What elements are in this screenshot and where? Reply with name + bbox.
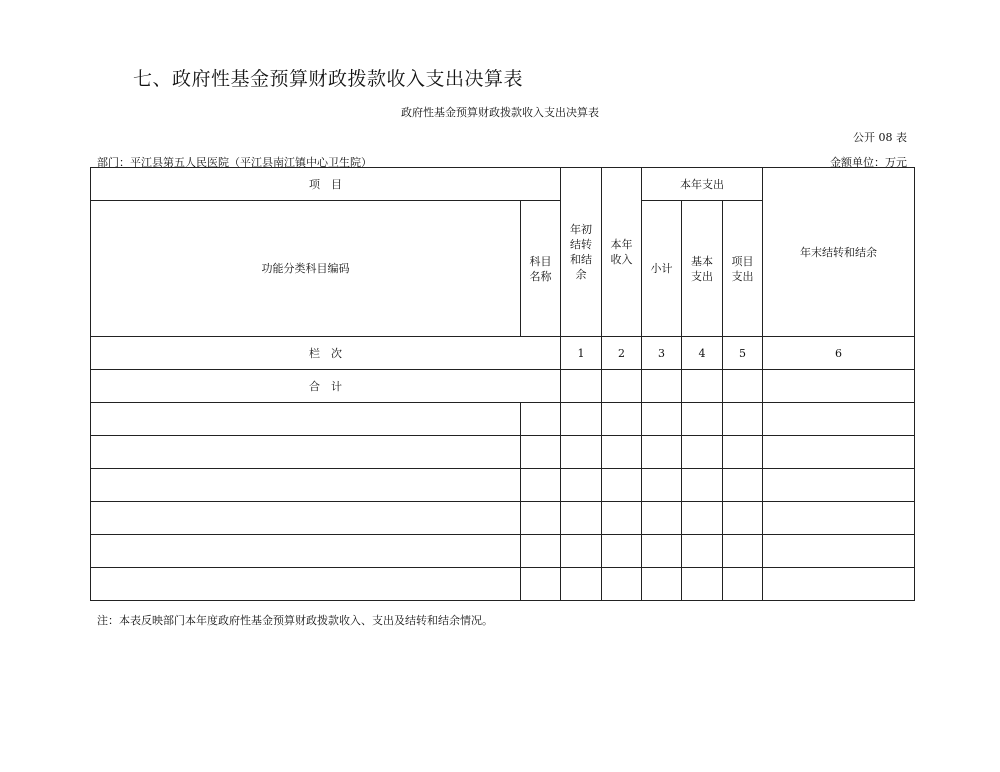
table-row [91, 469, 915, 502]
index-row [91, 337, 915, 370]
table-cell [763, 436, 915, 469]
table-cell [723, 403, 763, 436]
header-subject-name: 科目名称 [521, 201, 561, 337]
table-cell [561, 469, 602, 502]
table-cell [642, 469, 682, 502]
table-cell [642, 535, 682, 568]
header-function-code: 功能分类科目编码 [91, 201, 521, 337]
table-cell [561, 535, 602, 568]
table-cell [91, 535, 521, 568]
table-cell [763, 568, 915, 601]
table-row [91, 403, 915, 436]
header-opening-balance: 年初结转和结余 [561, 168, 602, 337]
table-cell [521, 403, 561, 436]
table-cell [561, 403, 602, 436]
table-cell [682, 370, 723, 403]
table-row [91, 502, 915, 535]
budget-table [90, 167, 915, 601]
index-col-3: 3 [642, 337, 682, 370]
table-cell [521, 469, 561, 502]
index-col-1: 1 [561, 337, 602, 370]
header-project-expenditure: 项目支出 [723, 201, 763, 337]
table-cell [723, 436, 763, 469]
table-cell [763, 469, 915, 502]
table-cell [682, 436, 723, 469]
table-cell [602, 436, 642, 469]
total-label: 合 计 [91, 370, 561, 403]
table-cell [521, 436, 561, 469]
index-label: 栏 次 [91, 337, 561, 370]
table-cell [763, 403, 915, 436]
table-cell [521, 502, 561, 535]
table-cell [602, 535, 642, 568]
header-basic-expenditure: 基本支出 [682, 201, 723, 337]
table-cell [642, 568, 682, 601]
header-closing-balance: 年末结转和结余 [763, 168, 915, 337]
table-cell [91, 403, 521, 436]
table-row [91, 535, 915, 568]
table-cell [763, 502, 915, 535]
table-cell [602, 568, 642, 601]
table-cell [682, 535, 723, 568]
table-cell [682, 403, 723, 436]
table-cell [91, 469, 521, 502]
index-col-6: 6 [763, 337, 915, 370]
total-row [91, 370, 915, 403]
amount-unit-label: 金额单位：万元 [830, 156, 907, 169]
header-income: 本年收入 [602, 168, 642, 337]
table-cell [682, 568, 723, 601]
table-cell [602, 403, 642, 436]
table-cell [763, 370, 915, 403]
table-cell [642, 403, 682, 436]
department-label: 部门：平江县第五人民医院（平江县南江镇中心卫生院） [97, 156, 372, 169]
table-cell [561, 502, 602, 535]
footnote: 注：本表反映部门本年度政府性基金预算财政拨款收入、支出及结转和结余情况。 [97, 614, 493, 627]
table-cell [521, 535, 561, 568]
table-cell [723, 535, 763, 568]
table-cell [91, 502, 521, 535]
header-item: 项 目 [91, 168, 561, 201]
table-cell [763, 535, 915, 568]
table-cell [723, 568, 763, 601]
table-cell [91, 568, 521, 601]
table-cell [602, 469, 642, 502]
table-row [91, 568, 915, 601]
table-cell [723, 370, 763, 403]
index-col-4: 4 [682, 337, 723, 370]
table-cell [602, 370, 642, 403]
table-cell [602, 502, 642, 535]
header-expenditure-group: 本年支出 [642, 168, 763, 201]
page-heading: 七、政府性基金预算财政拨款收入支出决算表 [133, 68, 524, 90]
table-row [91, 436, 915, 469]
table-cell [561, 436, 602, 469]
index-col-2: 2 [602, 337, 642, 370]
table-cell [642, 436, 682, 469]
table-cell [682, 502, 723, 535]
table-cell [91, 436, 521, 469]
table-cell [561, 370, 602, 403]
table-cell [521, 568, 561, 601]
table-cell [561, 568, 602, 601]
table-cell [723, 502, 763, 535]
index-col-5: 5 [723, 337, 763, 370]
table-cell [642, 370, 682, 403]
document-code: 公开 08 表 [853, 131, 907, 144]
table-cell [642, 502, 682, 535]
table-cell [723, 469, 763, 502]
table-cell [682, 469, 723, 502]
table-title: 政府性基金预算财政拨款收入支出决算表 [401, 106, 599, 119]
header-subtotal: 小计 [642, 201, 682, 337]
